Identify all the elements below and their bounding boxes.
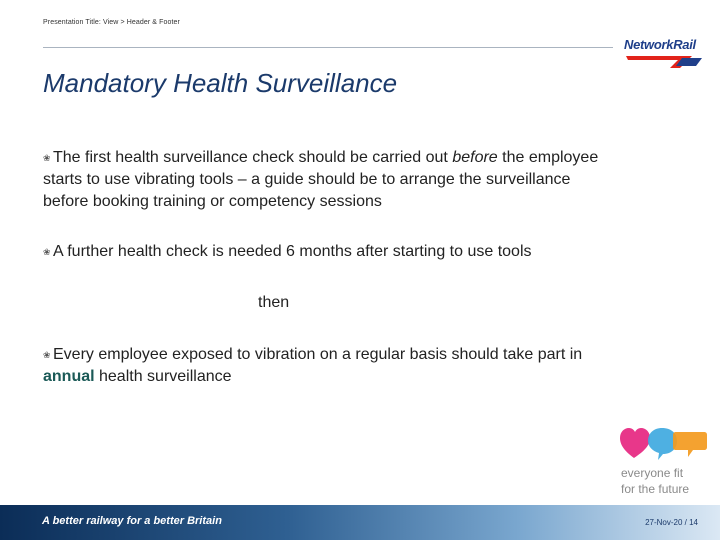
- slide-number: 27-Nov-20 / 14: [645, 518, 698, 527]
- bullet-further-check: [43, 241, 603, 263]
- bullet-text: A further health check is needed 6 months after starting to use tools: [53, 243, 532, 260]
- bullet-marker-icon: ❀: [43, 350, 51, 360]
- bullet-text-part: the employee starts to use vibrating tools – a guide should be to arrange the surveillance before booking training or competency sessions: [43, 149, 599, 210]
- bullet-marker-icon: ❀: [43, 247, 51, 257]
- bullet-text-part: health surveillance: [94, 368, 232, 385]
- logo-text: NetworkRail: [624, 37, 696, 52]
- header-divider: [43, 47, 613, 48]
- everyone-fit-logo: [618, 424, 710, 500]
- then-text: then: [258, 294, 290, 311]
- bullet-text-part: The first health surveillance check should be carried out: [53, 149, 453, 166]
- slide-title: Mandatory Health Surveillance: [43, 68, 398, 98]
- footer-tagline: A better railway for a better Britain: [42, 515, 222, 527]
- bullet-emphasis: annual: [43, 368, 95, 385]
- bullet-emphasis: before: [452, 149, 498, 166]
- logo-stripes: [620, 52, 706, 70]
- everyone-fit-line2: for the future: [621, 482, 690, 496]
- bullet-text-part: Every employee exposed to vibration on a regular basis should take part in: [53, 346, 583, 363]
- footer-bar: [0, 505, 720, 540]
- bullet-marker-icon: ❀: [43, 153, 51, 163]
- everyone-fit-line1: everyone fit: [621, 466, 684, 480]
- bullet-annual-check: [43, 344, 603, 388]
- network-rail-logo: [620, 34, 706, 70]
- speech-bubbles-icon: [618, 424, 710, 464]
- bullet-first-check: [43, 147, 603, 213]
- header-text: Presentation Title: View > Header & Footer: [43, 19, 180, 26]
